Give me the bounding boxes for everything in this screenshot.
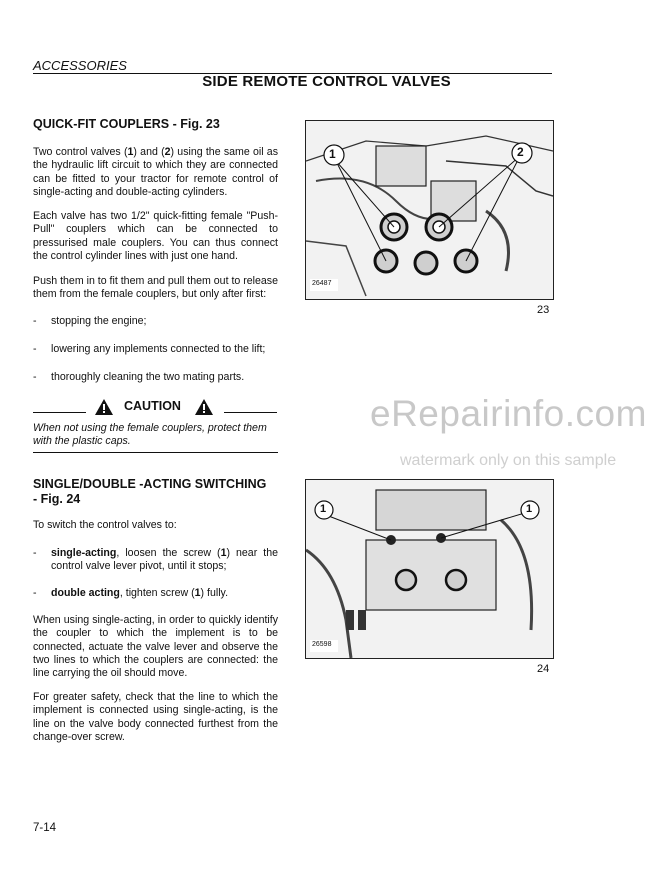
- warning-triangle-icon: [94, 398, 114, 416]
- quick-fit-paragraph-1: Two control valves (1) and (2) using the same oil as the hydraulic lift circuit to which they are connected can be fitted to your tractor for remote control of single-acting and double-acting cylinders.: [33, 146, 278, 198]
- bullet-item: thoroughly cleaning the two mating parts.: [51, 371, 245, 383]
- switching-paragraph-2: For greater safety, check that the line to which the implement is connected using single-acting, is the line on the valve body connected furthest from the change-over screw.: [33, 691, 278, 743]
- caution-rule-left: [33, 412, 86, 413]
- bullet-item: double acting, tighten screw (1) fully.: [51, 587, 229, 599]
- figure-24-number: 24: [537, 663, 550, 675]
- page-title: SIDE REMOTE CONTROL VALVES: [202, 73, 451, 90]
- quick-fit-paragraph-3: Push them in to fit them and pull them out to release them from the female couplers, but only after first:: [33, 275, 278, 301]
- switching-intro: To switch the control valves to:: [33, 519, 177, 531]
- fig23-code: 26487: [312, 280, 332, 287]
- fig24-code: 26598: [312, 641, 332, 648]
- fig23-callout-2: 2: [517, 145, 524, 159]
- bullet-item: lowering any implements connected to the lift;: [51, 343, 266, 355]
- switching-paragraph-1: When using single-acting, in order to quickly identify the coupler to which the implement is to be connected, actuate the valve lever and observe the two lines to which the couplers are connected: the line carrying the oil should move.: [33, 614, 278, 680]
- figure-23-number: 23: [537, 304, 550, 316]
- caution-bottom-rule: [33, 452, 278, 453]
- switching-heading: SINGLE/DOUBLE -ACTING SWITCHING - Fig. 24: [33, 477, 267, 506]
- caution-rule-right: [224, 412, 277, 413]
- bullet-item: single-acting, loosen the screw (1) near the control valve lever pivot, until it stops;: [51, 547, 278, 573]
- warning-triangle-icon: [194, 398, 214, 416]
- section-label: ACCESSORIES: [33, 58, 127, 73]
- watermark-main: eRepairinfo.com: [370, 393, 647, 434]
- bullet-dash: -: [33, 371, 37, 383]
- bullet-dash: -: [33, 315, 37, 327]
- figure-24-photo: [305, 479, 554, 659]
- bullet-item: stopping the engine;: [51, 315, 147, 327]
- fig23-callout-1: 1: [329, 147, 336, 161]
- caution-label: CAUTION: [124, 399, 181, 413]
- bullet-dash: -: [33, 547, 37, 559]
- page-number: 7-14: [33, 822, 57, 834]
- caution-text: When not using the female couplers, protect them with the plastic caps.: [33, 422, 267, 447]
- bullet-dash: -: [33, 343, 37, 355]
- fig24-callout-1-right: 1: [526, 503, 533, 515]
- fig24-callout-1-left: 1: [320, 503, 327, 515]
- figure-23-photo: [305, 120, 554, 300]
- quick-fit-paragraph-2: Each valve has two 1/2" quick-fitting female "Push-Pull" couplers which can be connected to pressurised male couplers. You can thus connect the control cylinder lines with just one hand.: [33, 210, 278, 262]
- watermark-sub: watermark only on this sample: [400, 452, 617, 469]
- bullet-dash: -: [33, 587, 37, 599]
- quick-fit-heading: QUICK-FIT COUPLERS - Fig. 23: [33, 117, 220, 131]
